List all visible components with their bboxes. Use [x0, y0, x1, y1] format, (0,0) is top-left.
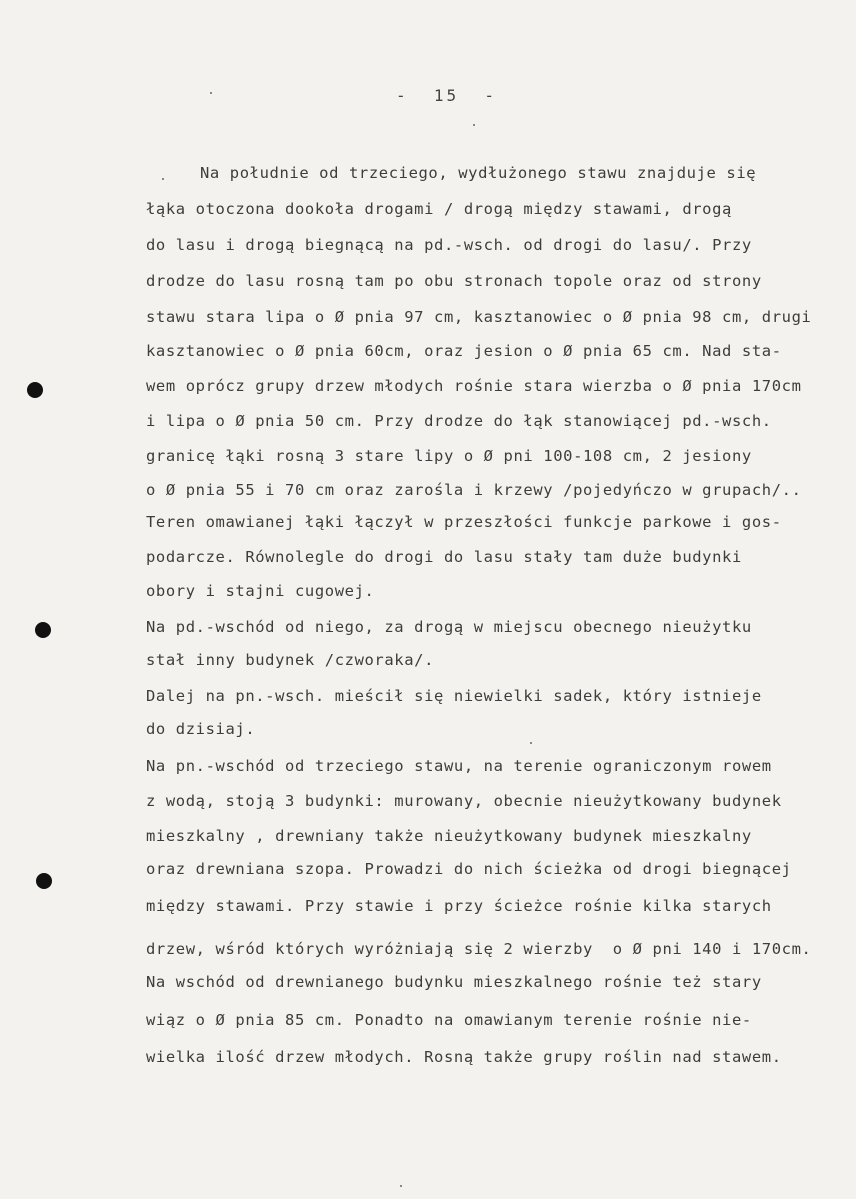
- text-line: między stawami. Przy stawie i przy ścieżce rośnie kilka starych: [146, 897, 772, 915]
- text-line: kasztanowiec o Ø pnia 60cm, oraz jesion o Ø pnia 65 cm. Nad sta-: [146, 342, 782, 360]
- paper-speck: [162, 178, 164, 180]
- text-line: stawu stara lipa o Ø pnia 97 cm, kasztanowiec o Ø pnia 98 cm, drugi: [146, 308, 812, 326]
- text-line: o Ø pnia 55 i 70 cm oraz zarośla i krzewy /pojedyńczo w grupach/..: [146, 481, 802, 499]
- punch-hole: [36, 873, 52, 889]
- text-line: obory i stajni cugowej.: [146, 582, 375, 600]
- paper-speck: [210, 92, 212, 94]
- punch-hole: [27, 382, 43, 398]
- text-line: i lipa o Ø pnia 50 cm. Przy drodze do łąk stanowiącej pd.-wsch.: [146, 412, 772, 430]
- text-line: Teren omawianej łąki łączył w przeszłości funkcje parkowe i gos-: [146, 513, 782, 531]
- paper-speck: [400, 1185, 402, 1187]
- text-line: oraz drewniana szopa. Prowadzi do nich ścieżka od drogi biegnącej: [146, 860, 792, 878]
- text-line: stał inny budynek /czworaka/.: [146, 651, 435, 669]
- page-number: - 15 -: [396, 86, 498, 105]
- punch-hole: [35, 622, 51, 638]
- text-line: wiąz o Ø pnia 85 cm. Ponadto na omawianym terenie rośnie nie-: [146, 1011, 752, 1029]
- text-line: łąka otoczona dookoła drogami / drogą między stawami, drogą: [146, 200, 732, 218]
- text-line: do dzisiaj.: [146, 720, 256, 738]
- text-line: Na pn.-wschód od trzeciego stawu, na terenie ograniczonym rowem: [146, 757, 772, 775]
- text-line: Dalej na pn.-wsch. mieścił się niewielki sadek, który istnieje: [146, 687, 762, 705]
- text-line: drodze do lasu rosną tam po obu stronach topole oraz od strony: [146, 272, 762, 290]
- paper-speck: [530, 742, 532, 744]
- text-line: drzew, wśród których wyróżniają się 2 wierzby o Ø pni 140 i 170cm.: [146, 940, 812, 958]
- text-line: podarcze. Równolegle do drogi do lasu stały tam duże budynki: [146, 548, 742, 566]
- text-line: Na pd.-wschód od niego, za drogą w miejscu obecnego nieużytku: [146, 618, 752, 636]
- text-line: granicę łąki rosną 3 stare lipy o Ø pni 100-108 cm, 2 jesiony: [146, 447, 752, 465]
- text-line: wielka ilość drzew młodych. Rosną także grupy roślin nad stawem.: [146, 1048, 782, 1066]
- text-line: z wodą, stoją 3 budynki: murowany, obecnie nieużytkowany budynek: [146, 792, 782, 810]
- text-line: Na wschód od drewnianego budynku mieszkalnego rośnie też stary: [146, 973, 762, 991]
- text-line: Na południe od trzeciego, wydłużonego stawu znajduje się: [200, 164, 757, 182]
- text-line: wem oprócz grupy drzew młodych rośnie stara wierzba o Ø pnia 170cm: [146, 377, 802, 395]
- text-line: mieszkalny , drewniany także nieużytkowany budynek mieszkalny: [146, 827, 752, 845]
- paper-speck: [473, 124, 475, 126]
- text-line: do lasu i drogą biegnącą na pd.-wsch. od drogi do lasu/. Przy: [146, 236, 752, 254]
